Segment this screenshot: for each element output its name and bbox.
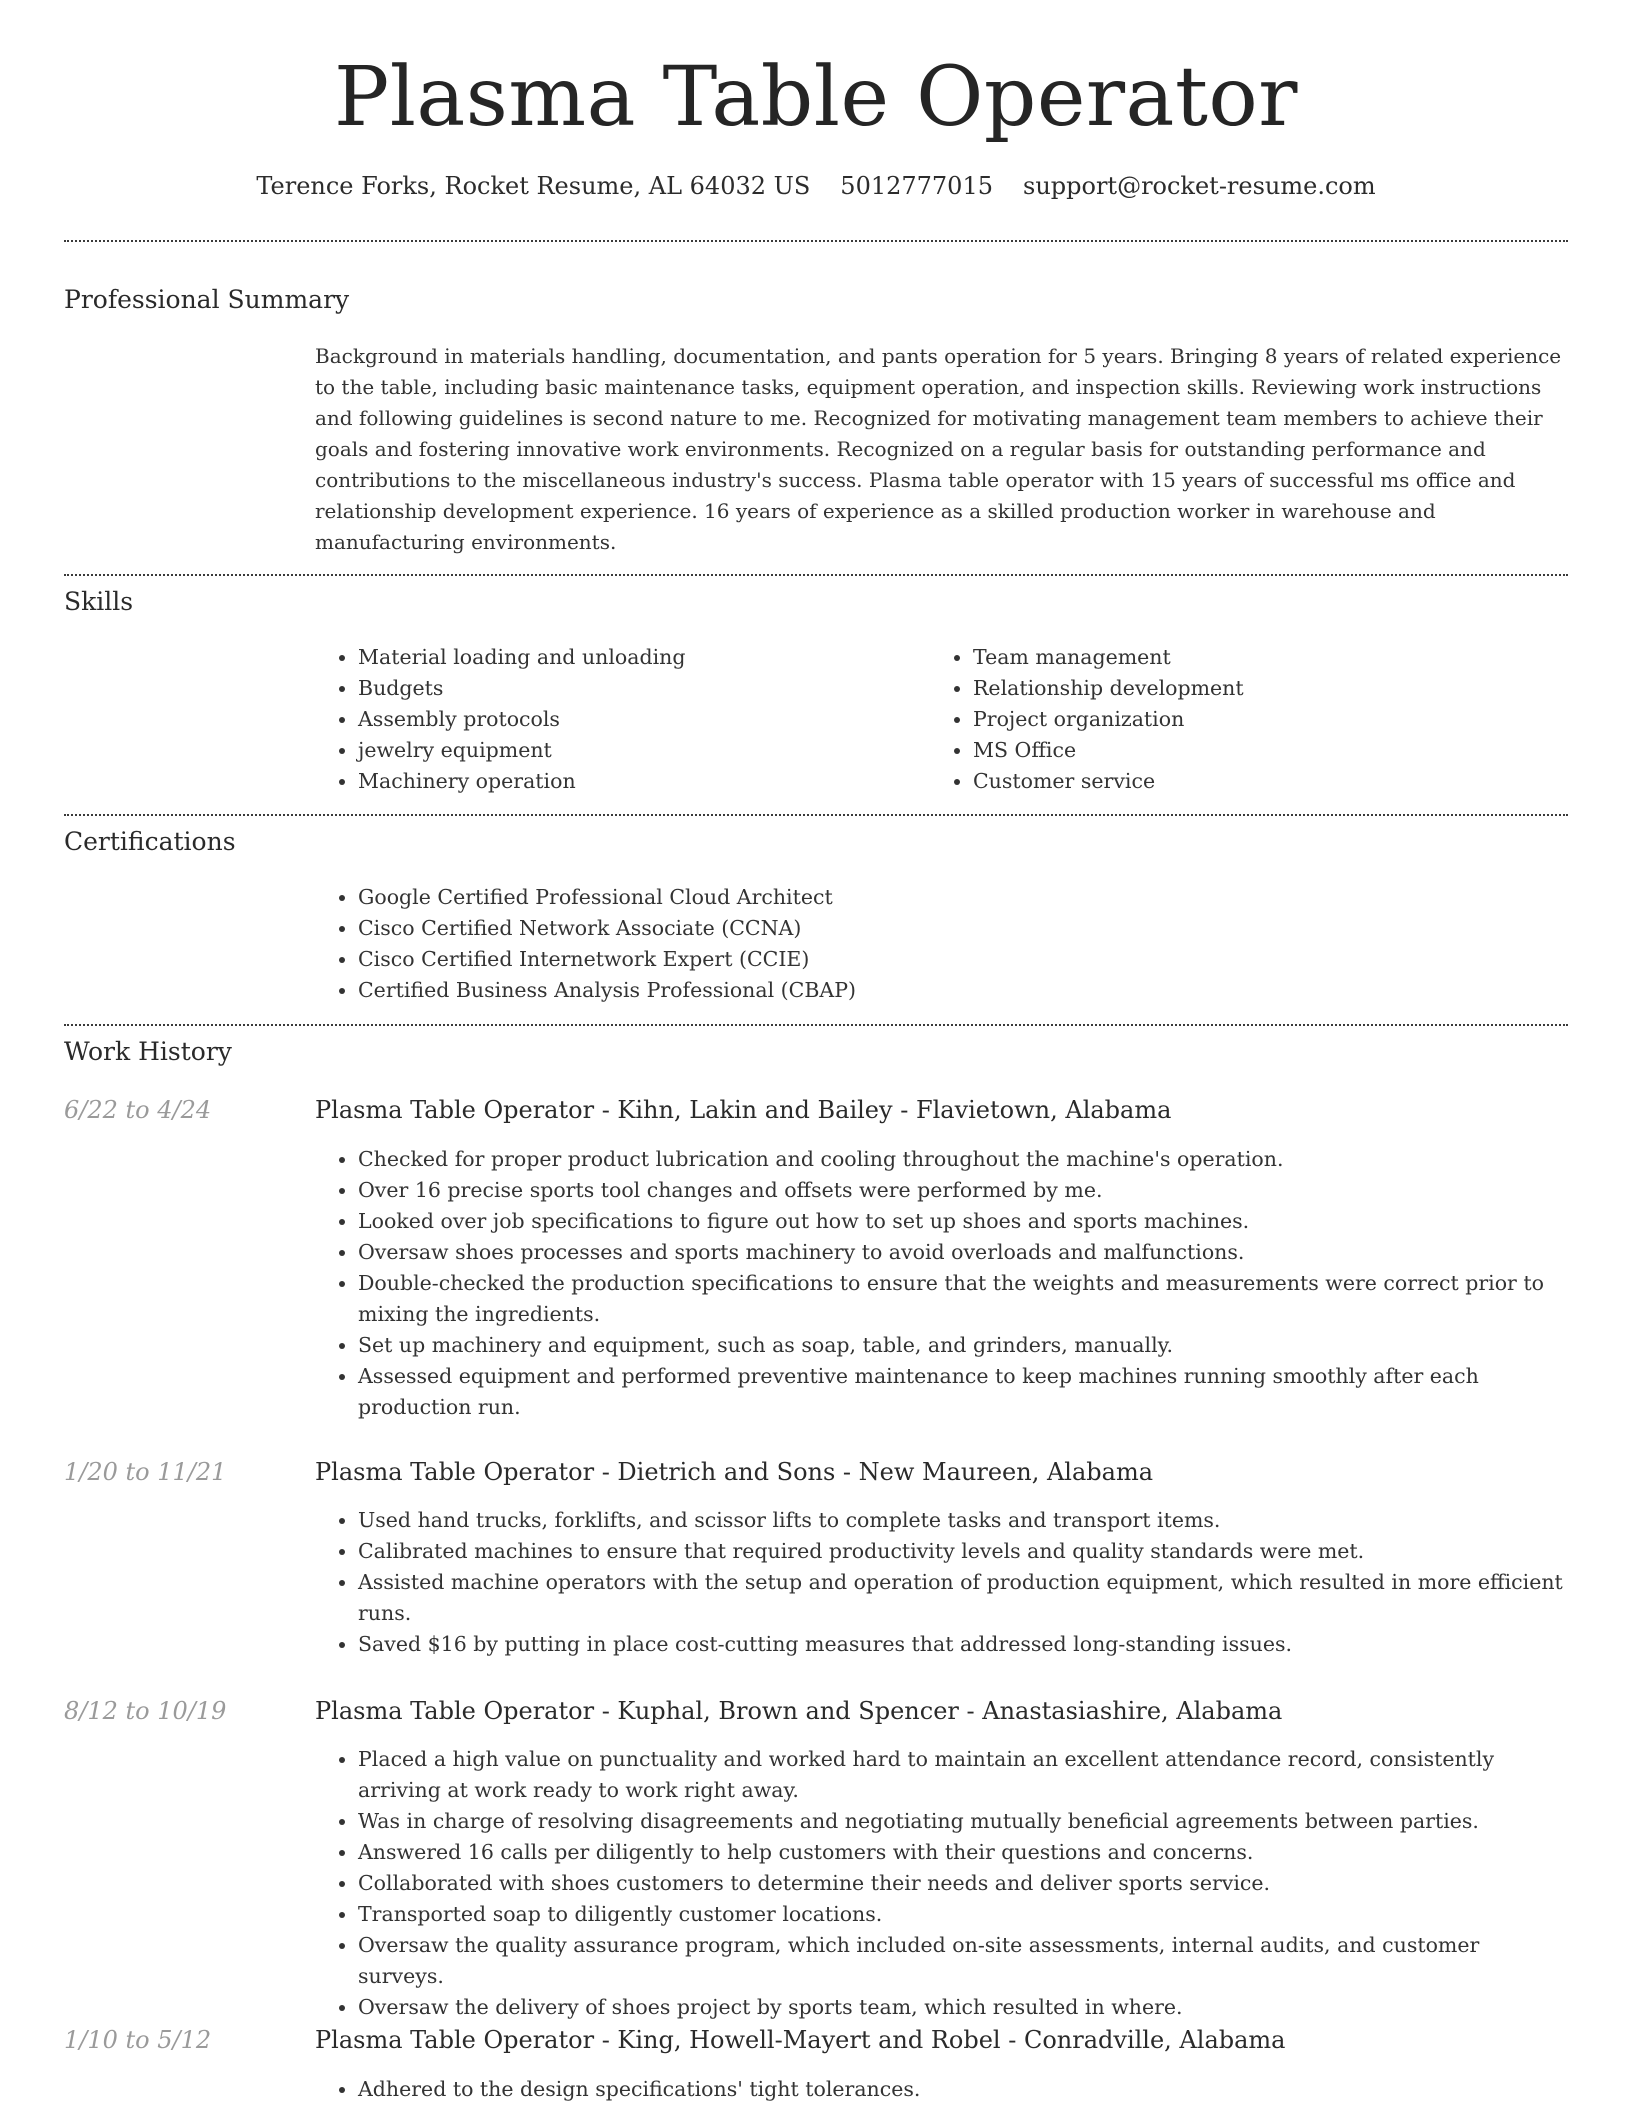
skill-item: • Assembly protocols [358, 704, 918, 735]
job-bullet: • Answered 16 calls per diligently to help customers with their questions and concerns. [358, 1837, 1568, 1868]
skill-item: • Budgets [358, 673, 918, 704]
summary-text: Background in materials handling, documentation, and pants operation for 5 years. Bringing 8 years of related experience to the table, including basic maintenance tasks, equipment operation, and inspection skills. Reviewing work instructions and following guidelines is second nature to me. Recognized for motivating management team members to achieve their goals and fostering innovative work environments. Recognized on a regular basis for outstanding performance and contributions to the miscellaneous industry's success. Plasma table operator with 15 years of successful ms office and relationship development experience. 16 years of experience as a skilled production worker in warehouse and manufacturing environments. [315, 344, 1562, 554]
job-bullet: • Checked for proper product lubrication and cooling throughout the machine's operation. [358, 1144, 1568, 1175]
job-dates: 8/12 to 10/19 [64, 1697, 227, 1725]
job-dates: 1/20 to 11/21 [64, 1458, 227, 1486]
job-bullet: • Double-checked the production specifications to ensure that the weights and measurements were correct prior to mixing the ingredients. [358, 1268, 1568, 1330]
certification-item: • Certified Business Analysis Professional (CBAP) [358, 975, 1568, 1006]
header-divider [64, 240, 1568, 242]
work-history-title: Work History [64, 1037, 232, 1066]
job-bullets [315, 2074, 1568, 2105]
job-bullet: • Collaborated with shoes customers to determine their needs and deliver sports service. [358, 1868, 1568, 1899]
job-title: Plasma Table Operator - Kuphal, Brown and Spencer - Anastasiashire, Alabama [315, 1697, 1283, 1725]
certifications-list [315, 882, 1568, 1006]
job-dates: 1/10 to 5/12 [64, 2026, 212, 2054]
certification-item: • Cisco Certified Internetwork Expert (CCIE) [358, 944, 1568, 975]
certifications-divider [64, 1024, 1568, 1026]
certifications-title: Certifications [64, 827, 236, 856]
job-bullets [315, 1505, 1568, 1660]
job-bullet: • Oversaw the delivery of shoes project by sports team, which resulted in where. [358, 1992, 1568, 2023]
summary-divider [64, 574, 1568, 576]
job-title: Plasma Table Operator - Kihn, Lakin and Bailey - Flavietown, Alabama [315, 1096, 1172, 1124]
job-bullet: • Over 16 precise sports tool changes and offsets were performed by me. [358, 1175, 1568, 1206]
job-bullet: • Set up machinery and equipment, such as soap, table, and grinders, manually. [358, 1330, 1568, 1361]
contact-line [0, 170, 1632, 202]
job-dates: 6/22 to 4/24 [64, 1096, 212, 1124]
skill-item: • Relationship development [973, 673, 1573, 704]
job-bullet: • Assisted machine operators with the setup and operation of production equipment, which resulted in more efficient runs. [358, 1567, 1568, 1629]
job-bullet: • Used hand trucks, forklifts, and scissor lifts to complete tasks and transport items. [358, 1505, 1568, 1536]
skills-title: Skills [64, 587, 134, 616]
skill-item: • Machinery operation [358, 766, 918, 797]
job-bullet: • Placed a high value on punctuality and worked hard to maintain an excellent attendance record, consistently arriving at work ready to work right away. [358, 1744, 1568, 1806]
job-bullet: • Calibrated machines to ensure that required productivity levels and quality standards were met. [358, 1536, 1568, 1567]
skill-item: • Customer service [973, 766, 1573, 797]
job-bullet: • Looked over job specifications to figure out how to set up shoes and sports machines. [358, 1206, 1568, 1237]
skills-list-right [930, 642, 1573, 797]
skills-list-left [315, 642, 918, 797]
certification-item: • Google Certified Professional Cloud Architect [358, 882, 1568, 913]
job-bullets [315, 1744, 1568, 2023]
job-bullet: • Oversaw shoes processes and sports machinery to avoid overloads and malfunctions. [358, 1237, 1568, 1268]
job-bullet: • Saved $16 by putting in place cost-cutting measures that addressed long-standing issues. [358, 1629, 1568, 1660]
contact-email: support@rocket-resume.com [1023, 172, 1376, 200]
job-bullet: • Adhered to the design specifications' tight tolerances. [358, 2074, 1568, 2105]
contact-address: Terence Forks, Rocket Resume, AL 64032 US [256, 172, 811, 200]
resume-name: Plasma Table Operator [334, 50, 1298, 145]
job-bullet: • Was in charge of resolving disagreements and negotiating mutually beneficial agreements between parties. [358, 1806, 1568, 1837]
job-bullet: • Oversaw the quality assurance program, which included on-site assessments, internal audits, and customer surveys. [358, 1930, 1568, 1992]
job-bullet: • Transported soap to diligently customer locations. [358, 1899, 1568, 1930]
job-bullets [315, 1144, 1568, 1423]
skill-item: • Project organization [973, 704, 1573, 735]
certification-item: • Cisco Certified Network Associate (CCNA) [358, 913, 1568, 944]
contact-phone: 5012777015 [840, 172, 993, 200]
summary-title: Professional Summary [64, 285, 350, 314]
skill-item: • MS Office [973, 735, 1573, 766]
skill-item: • Material loading and unloading [358, 642, 918, 673]
skill-item: • jewelry equipment [358, 735, 918, 766]
skills-divider [64, 814, 1568, 816]
job-title: Plasma Table Operator - King, Howell-Mayert and Robel - Conradville, Alabama [315, 2026, 1286, 2054]
job-title: Plasma Table Operator - Dietrich and Sons - New Maureen, Alabama [315, 1458, 1154, 1486]
skill-item: • Team management [973, 642, 1573, 673]
job-bullet: • Assessed equipment and performed preventive maintenance to keep machines running smoothly after each production run. [358, 1361, 1568, 1423]
